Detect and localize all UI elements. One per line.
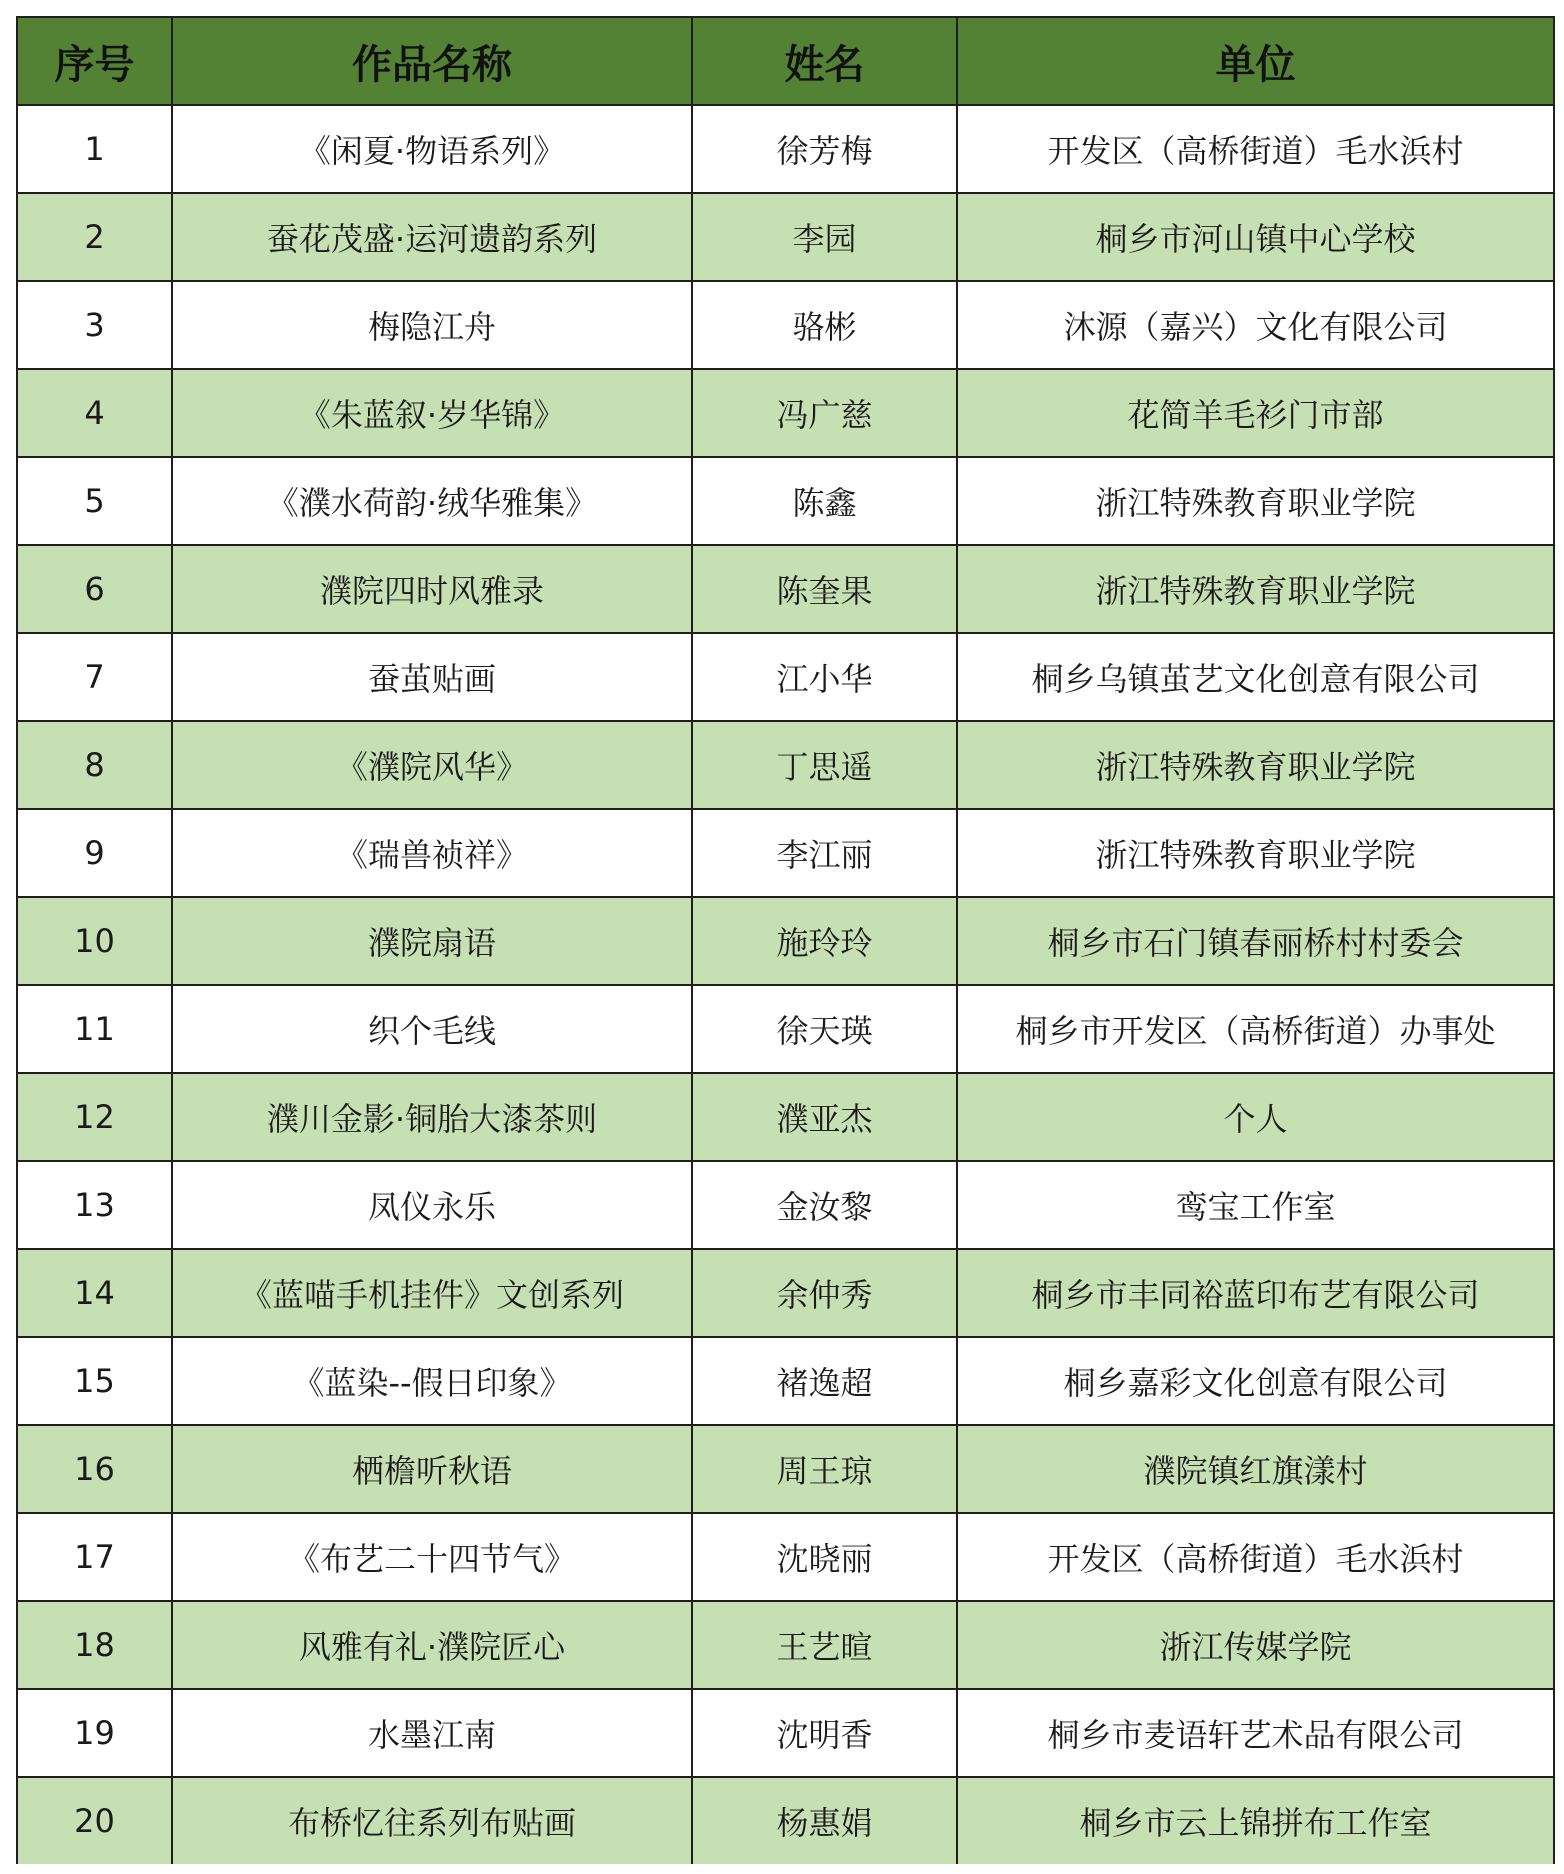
cell-name: 濮亚杰 [692,1073,957,1161]
table-row [17,897,1554,985]
cell-name: 余仲秀 [692,1249,957,1337]
cell-name: 冯广慈 [692,369,957,457]
table-row [17,281,1554,369]
cell-work-title: 《蓝喵手机挂件》文创系列 [172,1249,692,1337]
cell-serial-number: 20 [17,1777,172,1864]
cell-work-title: 《朱蓝叙·岁华锦》 [172,369,692,457]
cell-serial-number: 9 [17,809,172,897]
cell-name: 褚逸超 [692,1337,957,1425]
cell-serial-number: 6 [17,545,172,633]
cell-serial-number: 11 [17,985,172,1073]
cell-work-title: 濮院四时风雅录 [172,545,692,633]
cell-work-title: 《蓝染--假日印象》 [172,1337,692,1425]
cell-organization: 桐乡市麦语轩艺术品有限公司 [957,1689,1554,1777]
cell-serial-number: 5 [17,457,172,545]
cell-organization: 浙江特殊教育职业学院 [957,457,1554,545]
cell-serial-number: 3 [17,281,172,369]
cell-serial-number: 8 [17,721,172,809]
cell-name: 杨惠娟 [692,1777,957,1864]
cell-organization: 桐乡市石门镇春丽桥村村委会 [957,897,1554,985]
cell-organization: 桐乡嘉彩文化创意有限公司 [957,1337,1554,1425]
table-row [17,105,1554,193]
cell-organization: 个人 [957,1073,1554,1161]
header-name: 姓名 [692,17,957,105]
table-row [17,809,1554,897]
cell-work-title: 《瑞兽祯祥》 [172,809,692,897]
cell-serial-number: 13 [17,1161,172,1249]
cell-serial-number: 4 [17,369,172,457]
cell-organization: 花简羊毛衫门市部 [957,369,1554,457]
cell-work-title: 布桥忆往系列布贴画 [172,1777,692,1864]
cell-work-title: 凤仪永乐 [172,1161,692,1249]
cell-serial-number: 16 [17,1425,172,1513]
header-row [17,17,1554,105]
cell-serial-number: 18 [17,1601,172,1689]
cell-serial-number: 2 [17,193,172,281]
table-row [17,369,1554,457]
cell-work-title: 梅隐江舟 [172,281,692,369]
cell-name: 李园 [692,193,957,281]
cell-organization: 桐乡市丰同裕蓝印布艺有限公司 [957,1249,1554,1337]
cell-serial-number: 17 [17,1513,172,1601]
cell-organization: 桐乡市云上锦拼布工作室 [957,1777,1554,1864]
table-row [17,1425,1554,1513]
cell-name: 江小华 [692,633,957,721]
cell-serial-number: 19 [17,1689,172,1777]
table-row [17,545,1554,633]
cell-serial-number: 7 [17,633,172,721]
cell-name: 王艺暄 [692,1601,957,1689]
cell-serial-number: 15 [17,1337,172,1425]
table-row [17,1777,1554,1864]
cell-name: 李江丽 [692,809,957,897]
cell-work-title: 蚕花茂盛·运河遗韵系列 [172,193,692,281]
cell-organization: 浙江特殊教育职业学院 [957,721,1554,809]
table-row [17,633,1554,721]
cell-work-title: 水墨江南 [172,1689,692,1777]
cell-name: 金汝黎 [692,1161,957,1249]
cell-name: 陈鑫 [692,457,957,545]
table-row [17,1161,1554,1249]
cell-serial-number: 12 [17,1073,172,1161]
table-row [17,1513,1554,1601]
works-table-sheet [16,16,1553,1864]
cell-organization: 沐源（嘉兴）文化有限公司 [957,281,1554,369]
cell-organization: 开发区（高桥街道）毛水浜村 [957,1513,1554,1601]
cell-work-title: 《布艺二十四节气》 [172,1513,692,1601]
cell-work-title: 《濮院风华》 [172,721,692,809]
table-row [17,1337,1554,1425]
header-organization: 单位 [957,17,1554,105]
works-table [16,16,1555,1864]
cell-name: 徐天瑛 [692,985,957,1073]
cell-name: 徐芳梅 [692,105,957,193]
cell-organization: 鸾宝工作室 [957,1161,1554,1249]
cell-work-title: 栖檐听秋语 [172,1425,692,1513]
cell-work-title: 蚕茧贴画 [172,633,692,721]
header-work-title: 作品名称 [172,17,692,105]
table-body [17,105,1554,1864]
cell-organization: 濮院镇红旗漾村 [957,1425,1554,1513]
cell-organization: 浙江传媒学院 [957,1601,1554,1689]
table-header [17,17,1554,105]
cell-work-title: 濮川金影·铜胎大漆茶则 [172,1073,692,1161]
cell-organization: 桐乡乌镇茧艺文化创意有限公司 [957,633,1554,721]
cell-work-title: 织个毛线 [172,985,692,1073]
cell-work-title: 《濮水荷韵·绒华雅集》 [172,457,692,545]
cell-organization: 浙江特殊教育职业学院 [957,809,1554,897]
cell-name: 沈明香 [692,1689,957,1777]
cell-organization: 桐乡市河山镇中心学校 [957,193,1554,281]
table-row [17,985,1554,1073]
cell-name: 陈奎果 [692,545,957,633]
cell-name: 丁思遥 [692,721,957,809]
table-row [17,721,1554,809]
table-row [17,1601,1554,1689]
cell-name: 沈晓丽 [692,1513,957,1601]
table-row [17,457,1554,545]
cell-serial-number: 1 [17,105,172,193]
cell-serial-number: 10 [17,897,172,985]
table-row [17,1073,1554,1161]
cell-organization: 浙江特殊教育职业学院 [957,545,1554,633]
cell-serial-number: 14 [17,1249,172,1337]
header-serial-number: 序号 [17,17,172,105]
cell-work-title: 风雅有礼·濮院匠心 [172,1601,692,1689]
cell-organization: 桐乡市开发区（高桥街道）办事处 [957,985,1554,1073]
table-row [17,1249,1554,1337]
cell-name: 骆彬 [692,281,957,369]
cell-organization: 开发区（高桥街道）毛水浜村 [957,105,1554,193]
table-row [17,1689,1554,1777]
cell-name: 周王琼 [692,1425,957,1513]
cell-name: 施玲玲 [692,897,957,985]
cell-work-title: 濮院扇语 [172,897,692,985]
cell-work-title: 《闲夏·物语系列》 [172,105,692,193]
table-row [17,193,1554,281]
